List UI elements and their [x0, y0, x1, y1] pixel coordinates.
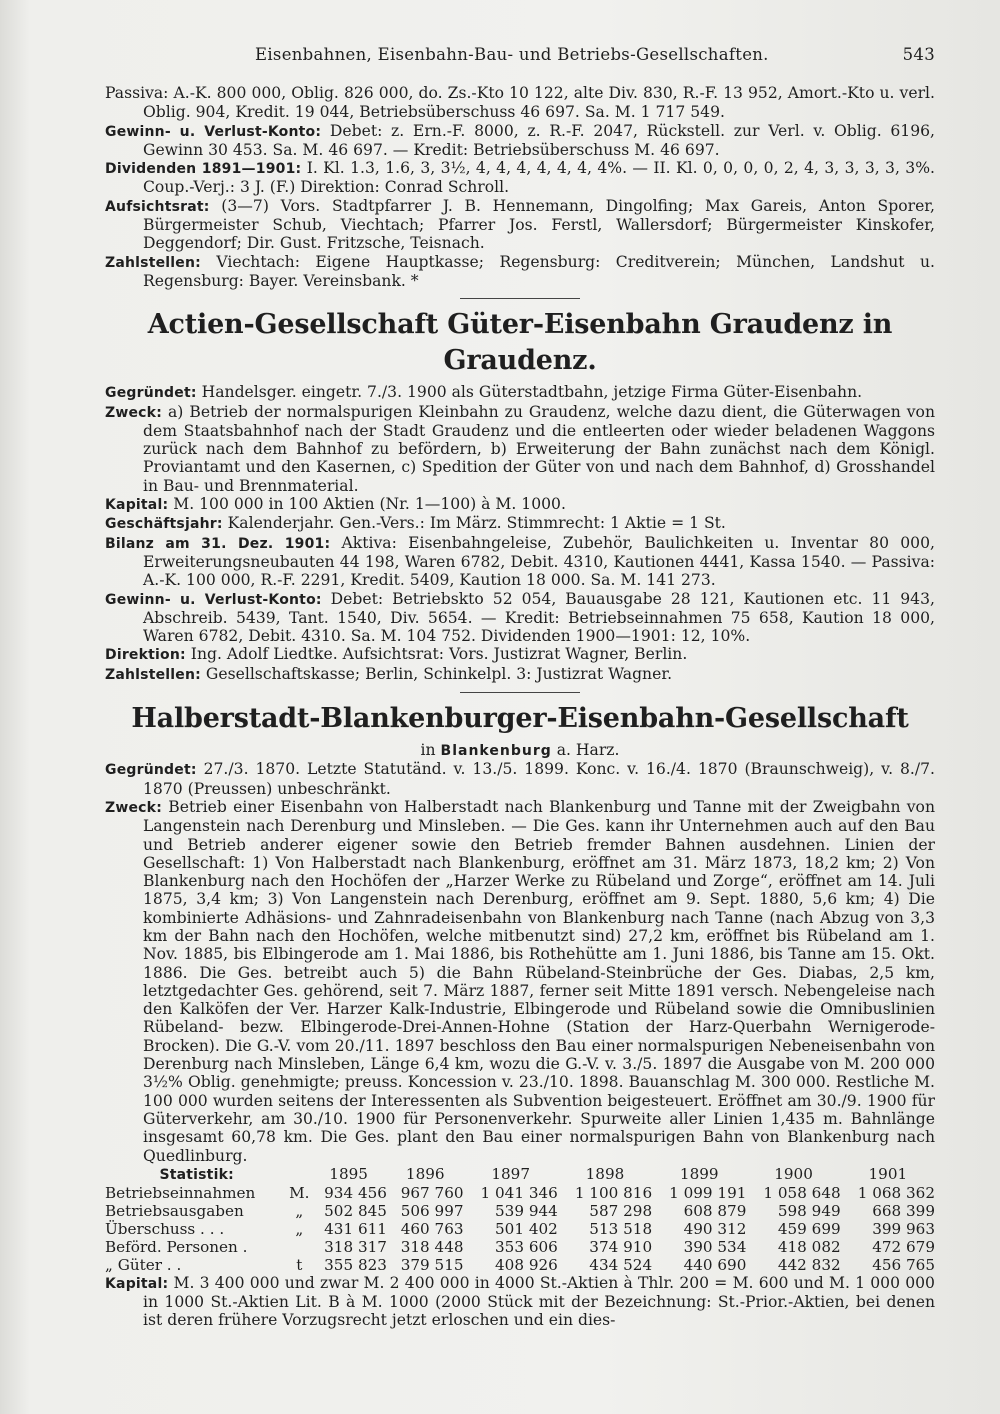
entry-paragraph — [105, 159, 935, 197]
entry-label: Direktion: — [105, 647, 186, 664]
section-divider — [460, 298, 580, 299]
entry-label: Dividenden 1891—1901: — [105, 161, 302, 178]
entry-paragraph — [105, 403, 935, 495]
row-unit: t — [296, 1255, 303, 1274]
section-graudenz — [105, 307, 935, 684]
row-label: Betriebsausgaben — [105, 1201, 244, 1220]
entry-label: Zweck: — [105, 799, 162, 816]
value-cell: 442 832 — [777, 1255, 841, 1274]
entry-text: M. 100 000 in 100 Aktien (Nr. 1—100) à M. 1000. — [173, 495, 566, 514]
entry-text: Handelsger. eingetr. 7./3. 1900 als Güterstadtbahn, jetzige Firma Güter-Eisenbahn. — [201, 383, 863, 402]
year-cell: 1900 — [774, 1165, 813, 1184]
year-cell: 1899 — [679, 1165, 719, 1184]
row-label: „ Güter . . — [105, 1255, 182, 1274]
entry-text: I. Kl. 1.3, 1.6, 3, 3½, 4, 4, 4, 4, 4, 4, 4%. — II. Kl. 0, 0, 0, 0, 2, 4, 3, 3, 3, 3, 3%. Coup.-Verj.: 3 J. (F.) Direktion: Conrad Schroll. — [143, 159, 935, 197]
row-label: Überschuss . . . — [105, 1219, 225, 1238]
value-cell: 460 763 — [400, 1219, 464, 1238]
row-unit — [288, 1238, 310, 1256]
value-cell: 1 068 362 — [857, 1183, 935, 1202]
value-cell: 353 606 — [495, 1237, 558, 1256]
entry-label: Gewinn- u. Verlust-Konto: — [105, 591, 322, 608]
section-continuation — [105, 84, 935, 290]
table-row — [105, 1184, 935, 1202]
subtitle-suffix: a. Harz. — [556, 741, 620, 760]
row-label: Beförd. Personen . — [105, 1237, 248, 1256]
year-cell: 1898 — [585, 1165, 625, 1184]
value-cell: 587 298 — [589, 1201, 653, 1220]
value-cell: 408 926 — [495, 1255, 558, 1274]
value-cell: 431 611 — [324, 1219, 387, 1238]
entry-paragraph — [105, 1274, 935, 1330]
entry-text: 27./3. 1870. Letzte Statutänd. v. 13./5. 1899. Konc. v. 16./4. 1870 (Braunschweig), v. 8./7. 1870 (Preussen) unbeschränkt. — [143, 760, 935, 798]
value-cell: 967 760 — [400, 1183, 464, 1202]
entry-label: Gegründet: — [105, 385, 197, 402]
entry-label: Zahlstellen: — [105, 254, 201, 271]
entry-text: (3—7) Vors. Stadtpfarrer J. B. Hennemann, Dingolfing; Max Gareis, Anton Sporer, Bürgermeister Schub, Viechtach; Pfarrer Jos. Ferstl, Wallersdorf; Bürgermeister Kinskofer, Deggendorf; Dir. Gust. Fritzsche, Teisnach. — [143, 196, 935, 253]
page-content — [105, 46, 935, 1330]
value-cell: 390 534 — [683, 1237, 747, 1256]
entry-label: Geschäftsjahr: — [105, 516, 223, 533]
entry-text: a) Betrieb der normalspurigen Kleinbahn zu Graudenz, welche dazu dient, die Güterwagen von dem Staatsbahnhof nach der Stadt Graudenz und die entleerten oder wieder beladenen Waggons zurück nach dem Bahnhof zu befördern, b) Erweiterung der Bahn zunächst nach dem Königl. Proviantamt und den Kasernen, c) Spedition der Güter von und nach dem Bahnhof, d) Grosshandel in Bau- und Brennmaterial. — [143, 402, 935, 495]
value-cell: 668 399 — [872, 1201, 935, 1220]
entry-text: Viechtach: Eigene Hauptkasse; Regensburg: Creditverein; München, Landshut u. Regensburg: Bayer. Vereinsbank. * — [143, 252, 935, 290]
entry-paragraph — [105, 383, 935, 402]
statistik-label: Statistik: — [159, 1166, 234, 1183]
table-row — [105, 1238, 935, 1256]
entry-text: Debet: Betriebskto 52 054, Bauausgabe 28 121, Kautionen etc. 11 943, Abschreib. 5439, Tant. 1540, Div. 5654. — Kredit: Betriebseinnahmen 75 658, Kaution 18 000, Waren 6782, Debit. 4310. Sa. M. 104 752. Dividenden 1900—1901: 12, 10%. — [143, 589, 935, 646]
entry-text: Betrieb einer Eisenbahn von Halberstadt nach Blankenburg und Tanne mit der Zweigbahn von Langenstein nach Derenburg und Minsleben. — Die Ges. kann ihr Unternehmen auch auf den Bau und Betrieb anderer eigener sowie den Betrieb fremder Bahnen ausdehnen. Linien der Gesellschaft: 1) Von Halberstadt nach Blankenburg, eröffnet am 31. März 1873, 18,2 km; 2) Von Blankenburg nach den Hochöfen der „Harzer Werke zu Rübeland und Zorge“, eröffnet am 14. Juli 1875, 3,4 km; 3) Von Langenstein nach Derenburg, eröffnet am 9. Sept. 1880, 5,6 km; 4) Die kombinierte Adhäsions- und Zahnradeisenbahn von Blankenburg nach Tanne (nach Abzug von 3,3 km der Bahn nach den Hochöfen, welche mitbenutzt sind) 27,2 km, eröffnet bis Rübeland am 1. Nov. 1885, bis Elbingerode am 1. Mai 1886, bis Rothehütte am 1. Juni 1886, bis Tanne am 15. Okt. 1886. Die Ges. betreibt auch 5) die Bahn Rübeland-Steinbrüche der Ges. Diabas, 2,5 km, letztgedachter Ges. gehörend, seit 7. März 1887, ferner seit Mitte 1891 versch. Nebengeleise nach den Kalköfen der Ver. Harzer Kalk-Industrie, Elbingerode und Rübeland sowie die Omnibuslinien Rübeland- bezw. Elbingerode-Drei-Annen-Hohne (Station der Harz-Querbahn Wernigerode-Brocken). Die G.-V. vom 20./11. 1897 beschloss den Bau einer normalspurigen Nebeneisenbahn von Derenburg nach Minsleben, Länge 6,4 km, wozu die G.-V. v. 3./5. 1897 die Ausgabe von M. 200 000 3½% Oblig. genehmigte; preuss. Koncession v. 23./10. 1898. Bauanschlag M. 300 000. Restliche M. 100 000 wurden seitens der Interessenten als Subvention beigesteuert. Eröffnet am 30./9. 1900 für Güterverkehr, am 30./10. 1900 für Personenverkehr. Spurweite aller Linien 1,435 m. Bahnlänge insgesamt 60,78 km. Die Ges. plant den Bau einer normalspurigen Bahn von Blankenburg nach Quedlinburg. — [143, 797, 935, 1165]
running-header-title: Eisenbahnen, Eisenbahn-Bau- und Betriebs-Gesellschaften. — [255, 45, 769, 64]
value-cell: 539 944 — [495, 1201, 558, 1220]
value-cell: 1 041 346 — [480, 1183, 558, 1202]
page-number: 543 — [902, 45, 935, 64]
entry-paragraph — [105, 84, 935, 122]
table-row — [105, 1220, 935, 1238]
value-cell: 318 317 — [324, 1237, 387, 1256]
value-cell: 1 100 816 — [574, 1183, 653, 1202]
entry-paragraph — [105, 253, 935, 291]
value-cell: 1 099 191 — [669, 1183, 747, 1202]
entry-label: Aufsichtsrat: — [105, 198, 210, 215]
value-cell: 399 963 — [872, 1219, 935, 1238]
entry-paragraph — [105, 122, 935, 160]
entry-text: Gesellschaftskasse; Berlin, Schinkelpl. 3: Justizrat Wagner. — [205, 664, 673, 683]
entry-text: Aktiva: Eisenbahngeleise, Zubehör, Baulichkeiten u. Inventar 80 000, Erweiterungsneubauten 44 198, Waren 6782, Debit. 4310, Kautionen 4441, Kassa 1540. — Passiva: A.-K. 100 000, R.-F. 2291, Kredit. 5409, Kaution 18 000. Sa. M. 141 273. — [143, 533, 935, 590]
table-header-row — [105, 1165, 935, 1184]
entry-text: Passiva: A.-K. 800 000, Oblig. 826 000, do. Zs.-Kto 10 122, alte Div. 830, R.-F. 13 952, Amort.-Kto u. verl. Oblig. 904, Kredit. 19 044, Betriebsüberschuss 46 697. Sa. M. 1 717 549. — [105, 84, 935, 122]
entry-text: Ing. Adolf Liedtke. Aufsichtsrat: Vors. Justizrat Wagner, Berlin. — [190, 645, 688, 664]
value-cell: 318 448 — [400, 1237, 464, 1256]
year-cell: 1896 — [405, 1165, 445, 1184]
subtitle-city: Blankenburg — [440, 743, 552, 760]
section-title: Halberstadt-Blankenburger-Eisenbahn-Gesellschaft — [131, 703, 909, 735]
entry-paragraph — [105, 645, 935, 664]
table-row — [105, 1202, 935, 1220]
row-unit: „ — [295, 1201, 304, 1220]
entry-paragraph — [105, 197, 935, 253]
value-cell: 502 845 — [324, 1201, 387, 1220]
value-cell: 374 910 — [589, 1237, 653, 1256]
entry-label: Kapital: — [105, 1275, 169, 1292]
entry-label: Kapital: — [105, 497, 169, 514]
running-header — [105, 46, 935, 84]
value-cell: 379 515 — [400, 1255, 464, 1274]
section-title: Actien-Gesellschaft Güter-Eisenbahn Graudenz in Graudenz. — [147, 309, 893, 377]
entry-label: Bilanz am 31. Dez. 1901: — [105, 535, 331, 552]
entry-paragraph — [105, 760, 935, 798]
value-cell: 608 879 — [683, 1201, 747, 1220]
year-cell: 1897 — [491, 1165, 531, 1184]
entry-paragraph — [105, 798, 935, 1165]
entry-text: Kalenderjahr. Gen.-Vers.: Im März. Stimmrecht: 1 Aktie = 1 St. — [227, 514, 726, 533]
year-cell: 1901 — [868, 1165, 908, 1184]
entry-paragraph — [105, 514, 935, 533]
year-cell: 1895 — [329, 1165, 368, 1184]
entry-text: M. 3 400 000 und zwar M. 2 400 000 in 4000 St.-Aktien à Thlr. 200 = M. 600 und M. 1 000 000 in 1000 St.-Aktien Lit. B à M. 1000 (2000 Stück mit der Bezeichnung: St.-Prior.-Aktien, bei denen ist deren frühere Vorzugsrecht jetzt erloschen und ein dies- — [143, 1273, 935, 1330]
row-label: Betriebseinnahmen — [105, 1183, 256, 1202]
table-row — [105, 1256, 935, 1274]
entry-label: Gegründet: — [105, 762, 197, 779]
statistics-table — [105, 1165, 935, 1274]
row-unit: „ — [295, 1219, 304, 1238]
entry-text: Debet: z. Ern.-F. 8000, z. R.-F. 2047, Rückstell. zur Verl. v. Oblig. 6196, Gewinn 30 453. Sa. M. 46 697. — Kredit: Betriebsüberschuss M. 46 697. — [143, 121, 936, 159]
section-halberstadt — [105, 701, 935, 1330]
value-cell: 440 690 — [683, 1255, 747, 1274]
section-divider — [460, 692, 580, 693]
value-cell: 513 518 — [589, 1219, 653, 1238]
value-cell: 598 949 — [777, 1201, 841, 1220]
row-unit: M. — [289, 1183, 310, 1202]
value-cell: 459 699 — [777, 1219, 841, 1238]
value-cell: 418 082 — [777, 1237, 841, 1256]
value-cell: 1 058 648 — [763, 1183, 841, 1202]
entry-label: Zahlstellen: — [105, 666, 201, 683]
value-cell: 456 765 — [872, 1255, 935, 1274]
value-cell: 434 524 — [589, 1255, 653, 1274]
entry-label: Gewinn- u. Verlust-Konto: — [105, 123, 322, 140]
value-cell: 934 456 — [324, 1183, 387, 1202]
entry-paragraph — [105, 665, 935, 684]
value-cell: 355 823 — [324, 1255, 387, 1274]
entry-label: Zweck: — [105, 404, 162, 421]
value-cell: 506 997 — [400, 1201, 464, 1220]
subtitle-prefix: in — [420, 741, 436, 760]
entry-paragraph — [105, 590, 935, 646]
value-cell: 490 312 — [683, 1219, 747, 1238]
entry-paragraph — [105, 495, 935, 514]
value-cell: 501 402 — [495, 1219, 558, 1238]
value-cell: 472 679 — [872, 1237, 935, 1256]
entry-paragraph — [105, 534, 935, 590]
section-subtitle — [105, 741, 935, 760]
